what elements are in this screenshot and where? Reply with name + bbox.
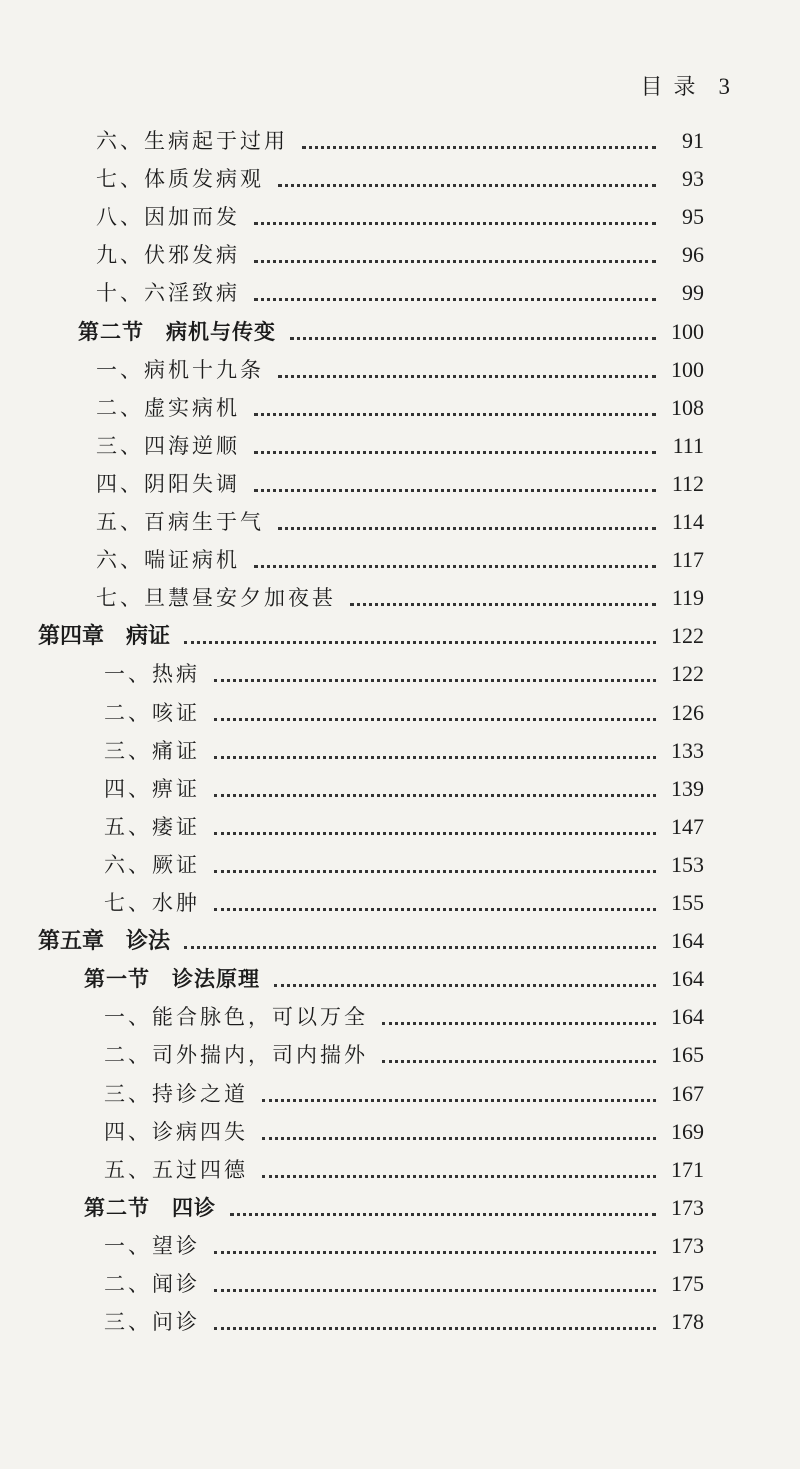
toc-entry <box>0 651 800 689</box>
dot-leader <box>382 1022 656 1025</box>
dot-leader <box>262 1137 656 1140</box>
dot-leader <box>350 603 656 606</box>
dot-leader <box>254 451 656 454</box>
toc-entry-label: 五、五过四德 <box>104 1157 248 1182</box>
toc-entry-label: 二、咳证 <box>104 700 200 725</box>
dot-leader <box>214 679 656 682</box>
dot-leader <box>278 527 656 530</box>
toc-entry-label: 第二节 四诊 <box>84 1194 216 1220</box>
toc-entry <box>0 575 800 613</box>
toc-entry <box>0 232 800 270</box>
toc-entry-label: 二、闻诊 <box>104 1272 200 1296</box>
dot-leader <box>214 1251 656 1254</box>
toc-entry-label: 一、热病 <box>104 662 200 687</box>
toc-entry <box>0 270 800 308</box>
toc-entry-page: 91 <box>682 128 704 153</box>
toc-entry-page: 126 <box>671 699 704 725</box>
toc-entry-label: 四、阴阳失调 <box>96 471 240 496</box>
toc-entry <box>0 1223 800 1261</box>
toc-entry-label: 四、痹证 <box>104 776 200 801</box>
toc-entry <box>0 1109 800 1147</box>
dot-leader <box>274 984 656 987</box>
toc-entry <box>0 766 800 804</box>
toc-entry <box>0 1071 800 1109</box>
toc-entry-label: 三、持诊之道 <box>104 1081 248 1106</box>
toc-entry <box>0 347 800 385</box>
dot-leader <box>214 832 656 835</box>
dot-leader <box>184 641 656 644</box>
toc-entry-label: 十、六淫致病 <box>96 281 240 306</box>
dot-leader <box>254 222 656 225</box>
dot-leader <box>214 718 656 721</box>
page-header <box>641 70 733 101</box>
toc-entry <box>0 918 800 956</box>
toc-entry-label: 二、虚实病机 <box>96 395 240 420</box>
dot-leader <box>278 375 656 378</box>
toc-entry-label: 第四章 病证 <box>38 623 171 650</box>
toc-entry <box>0 385 800 423</box>
toc-entry-page: 100 <box>671 318 704 344</box>
toc-entry-page: 164 <box>671 928 704 954</box>
dot-leader <box>214 908 656 911</box>
toc-entry-page: 175 <box>671 1271 704 1296</box>
toc-entry-page: 96 <box>682 242 704 268</box>
toc-entry-page: 171 <box>671 1156 704 1182</box>
toc-entry-page: 122 <box>671 661 704 687</box>
dot-leader <box>214 870 656 873</box>
toc-entry-page: 139 <box>671 775 704 801</box>
toc-entry <box>0 613 800 651</box>
toc-entry-label: 一、能合脉色，可以万全 <box>104 1005 368 1030</box>
toc-entry <box>0 499 800 537</box>
toc-entry <box>0 156 800 194</box>
dot-leader <box>230 1213 656 1216</box>
toc-entry-page: 165 <box>671 1042 704 1068</box>
toc-entry <box>0 1185 800 1223</box>
toc-entry-label: 第二节 病机与传变 <box>78 318 276 344</box>
toc-entry <box>0 537 800 575</box>
dot-leader <box>254 565 656 568</box>
toc-entry-label: 四、诊病四失 <box>104 1119 248 1144</box>
toc-entry-label: 二、司外揣内，司内揣外 <box>104 1043 368 1068</box>
toc-entry-page: 93 <box>682 166 704 192</box>
toc-entry-page: 173 <box>671 1194 704 1220</box>
toc-entry-page: 108 <box>671 394 704 420</box>
toc-entry <box>0 423 800 461</box>
dot-leader <box>262 1175 656 1178</box>
toc-entry-label: 三、痛证 <box>104 738 200 763</box>
toc-entry-label: 第五章 诊法 <box>38 928 171 955</box>
header-page-number: 3 <box>718 74 732 99</box>
dot-leader <box>302 146 656 149</box>
toc-entry-page: 117 <box>671 547 704 573</box>
toc-entry-page: 99 <box>682 280 704 306</box>
toc-entry <box>0 690 800 728</box>
toc-entry-page: 119 <box>671 585 704 611</box>
toc-entry <box>0 118 800 156</box>
toc-entry-label: 六、喘证病机 <box>96 548 240 573</box>
dot-leader <box>214 794 656 797</box>
toc-entry-page: 111 <box>672 432 704 458</box>
toc-entry-page: 164 <box>671 966 704 992</box>
dot-leader <box>214 1327 656 1330</box>
toc-entry-page: 133 <box>671 737 704 763</box>
toc-entry-label: 一、病机十九条 <box>96 357 264 382</box>
toc-entry-page: 112 <box>671 470 704 496</box>
toc-entry-page: 167 <box>671 1080 704 1106</box>
toc-entry-page: 122 <box>671 623 704 649</box>
toc-entry-label: 五、痿证 <box>104 814 200 839</box>
toc-entry-page: 164 <box>671 1004 704 1030</box>
toc-entry-label: 六、厥证 <box>104 852 200 877</box>
toc-entry-page: 153 <box>671 851 704 877</box>
toc-entry-label: 三、问诊 <box>104 1310 200 1335</box>
toc-entry <box>0 1032 800 1070</box>
dot-leader <box>382 1060 656 1063</box>
dot-leader <box>214 1289 656 1292</box>
dot-leader <box>290 337 656 340</box>
toc-entry-label: 九、伏邪发病 <box>96 243 240 268</box>
dot-leader <box>278 184 656 187</box>
toc-entry <box>0 194 800 232</box>
dot-leader <box>254 413 656 416</box>
dot-leader <box>184 946 656 949</box>
toc-entry-label: 五、百病生于气 <box>96 510 264 534</box>
header-title: 目 录 <box>640 75 698 100</box>
toc-entry-page: 95 <box>682 204 704 230</box>
toc-entry <box>0 1299 800 1337</box>
toc-entry-page: 178 <box>671 1309 704 1335</box>
toc-entry <box>0 994 800 1032</box>
toc-entry-label: 三、四海逆顺 <box>96 433 240 458</box>
toc-entry-page: 169 <box>671 1118 704 1144</box>
toc-entry-label: 八、因加而发 <box>96 205 240 230</box>
dot-leader <box>214 756 656 759</box>
toc-entry-label: 七、旦慧昼安夕加夜甚 <box>96 586 336 611</box>
toc-entry-label: 七、体质发病观 <box>96 167 264 192</box>
toc-entry-label: 七、水肿 <box>104 891 200 915</box>
dot-leader <box>254 489 656 492</box>
toc-entry <box>0 956 800 994</box>
toc-entry-label: 一、望诊 <box>104 1233 200 1258</box>
toc-entry-page: 155 <box>671 890 704 915</box>
toc-entry-page: 147 <box>671 813 704 839</box>
toc-entry-page: 114 <box>671 509 704 534</box>
toc-entry <box>0 728 800 766</box>
toc-entry-page: 173 <box>671 1232 704 1258</box>
toc-entry <box>0 461 800 499</box>
toc-entry <box>0 1261 800 1299</box>
toc-entry-page: 100 <box>671 356 704 382</box>
toc-entry <box>0 880 800 918</box>
toc-entry <box>0 1147 800 1185</box>
toc-entry <box>0 309 800 347</box>
dot-leader <box>254 260 656 263</box>
dot-leader <box>254 298 656 301</box>
toc-entry <box>0 804 800 842</box>
toc-entry-label: 第一节 诊法原理 <box>84 966 260 992</box>
toc-entry-label: 六、生病起于过用 <box>96 129 288 153</box>
toc-entry <box>0 842 800 880</box>
dot-leader <box>262 1099 656 1102</box>
